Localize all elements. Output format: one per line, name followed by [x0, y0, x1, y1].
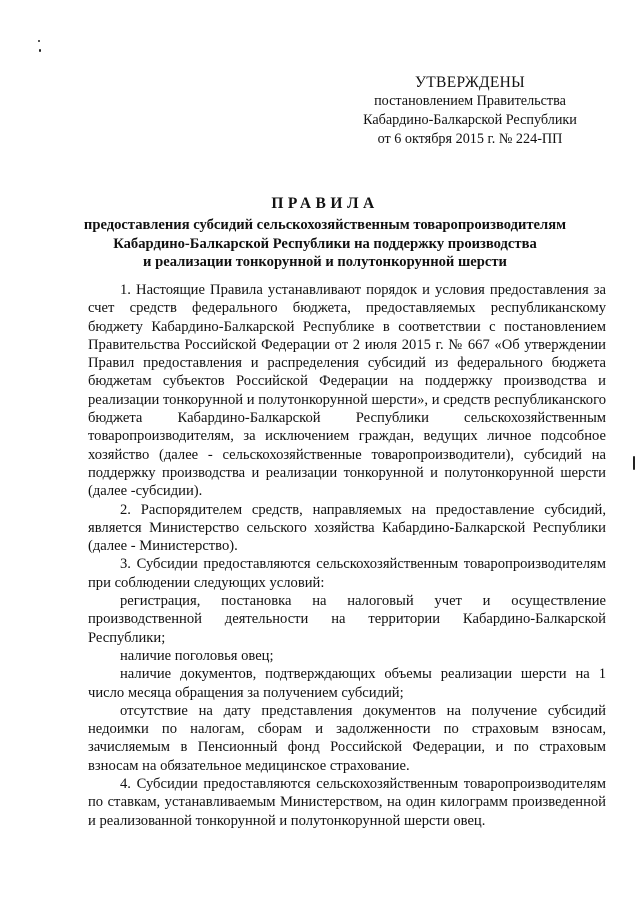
title-line: Кабардино-Балкарской Республики на поддержку производства: [113, 235, 537, 252]
paragraph: 2. Распорядителем средств, направляемых на предоставление субсидий, является Министерство сельского хозяйства Кабардино-Балкарской Республики (далее - Министерство).: [88, 501, 606, 555]
approval-line: постановлением Правительства: [374, 93, 566, 109]
document-title: [40, 192, 610, 272]
title-line: и реализации тонкорунной и полутонкорунной шерсти: [143, 254, 507, 270]
title-word: ПРАВИЛА: [271, 195, 379, 212]
condition-item: отсутствие на дату представления документов на получение субсидий недоимки по налогам, сборам и задолженности по страховым взносам, зачисляемым в Пенсионный фонд Российской Федерации, и по страховым взносам на обязательное медицинское страхование.: [88, 702, 606, 774]
approval-line: Кабардино-Балкарской Республики: [363, 112, 577, 128]
scan-speck: [38, 40, 40, 42]
approval-line: от 6 октября 2015 г. № 224-ПП: [377, 131, 563, 147]
approval-stamp: [340, 73, 600, 149]
scan-speck: [633, 456, 635, 470]
condition-item: наличие документов, подтверждающих объемы реализации шерсти на 1 число месяца обращения за получением субсидий;: [88, 666, 606, 701]
paragraph: 4. Субсидии предоставляются сельскохозяйственным товаропроизводителям по ставкам, устанавливаемым Министерством, на один килограмм произведенной и реализованной тонкорунной и полутонкорунной шерсти овец.: [88, 776, 606, 829]
condition-item: наличие поголовья овец;: [120, 647, 274, 664]
title-line: предоставления субсидий сельскохозяйственным товаропроизводителям: [83, 217, 567, 233]
document-body: [88, 281, 606, 830]
paragraph: 3. Субсидии предоставляются сельскохозяйственным товаропроизводителям при соблюдении следующих условий:: [88, 556, 606, 591]
scan-speck: [39, 49, 41, 52]
paragraph: 1. Настоящие Правила устанавливают порядок и условия предоставления за счет средств федерального бюджета, предоставляемых республиканскому бюджету Кабардино-Балкарской Республике в соответствии с постановлением Правительства Российской Федерации от 2 июля 2015 г. № 667 «Об утверждении Правил предоставления и распределения субсидий из федерального бюджета бюджетам субъектов Российской Федерации на поддержку производства и реализации тонкорунной и полутонкорунной шерсти», и средств республиканского бюджета Кабардино-Балкарской Республики сельскохозяйственным товаропроизводителям, за исключением граждан, ведущих личное подсобное хозяйство (далее - сельскохозяйственные товаропроизводители), субсидий на поддержку производства и реализации тонкорунной и полутонкорунной шерсти (далее -субсидии).: [88, 282, 606, 500]
approval-heading: УТВЕРЖДЕНЫ: [415, 74, 525, 91]
condition-item: регистрация, постановка на налоговый учет и осуществление производственной деятельности на территории Кабардино-Балкарской Республики;: [88, 593, 606, 646]
